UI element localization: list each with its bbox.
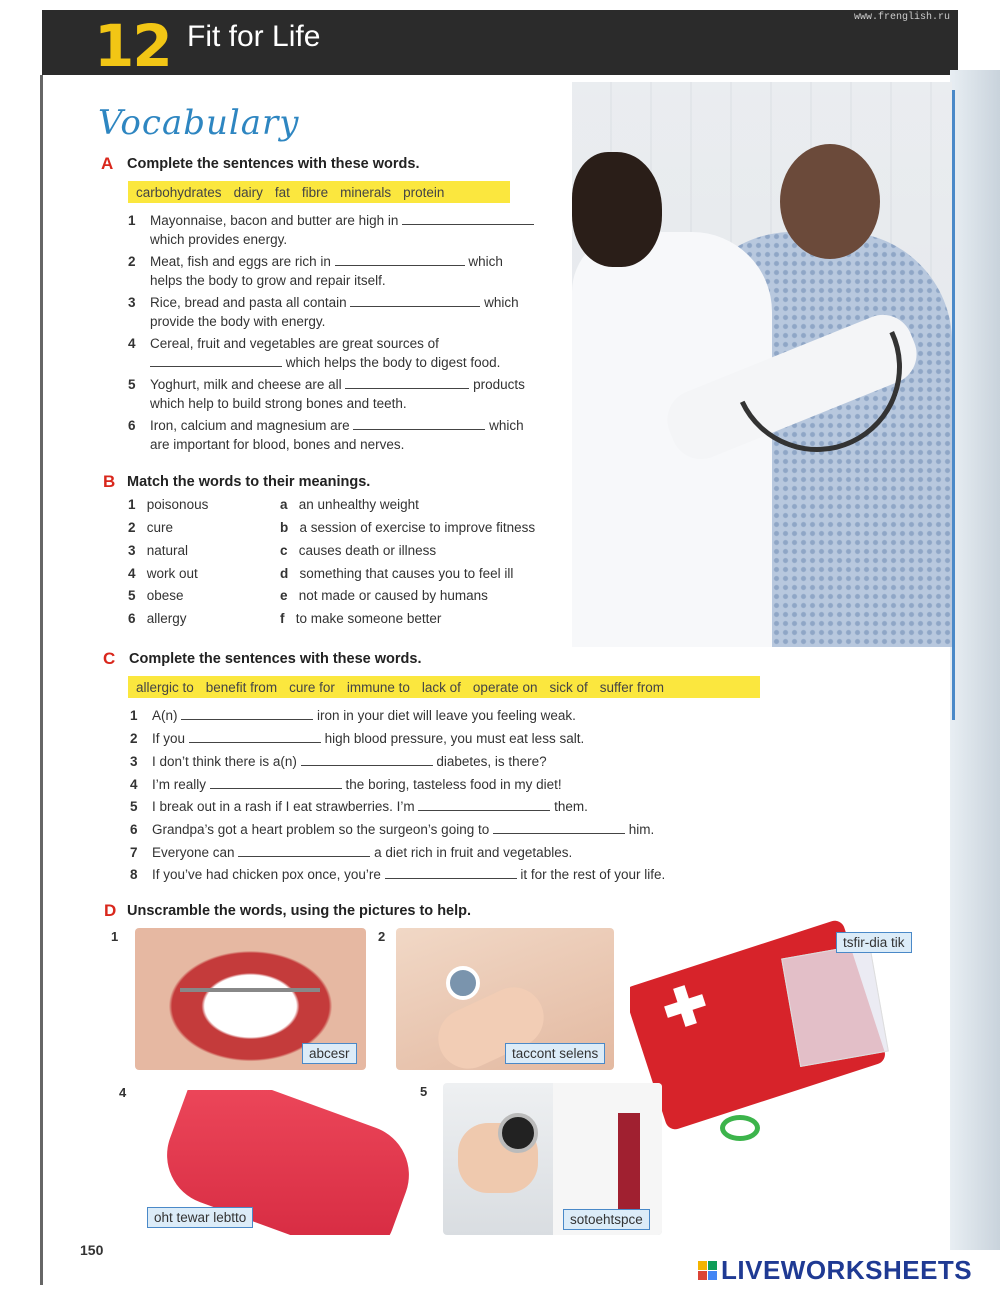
page-number: 150 <box>80 1242 104 1258</box>
item-number: 4 <box>128 566 136 581</box>
section-a-item-3 <box>128 293 568 333</box>
word-chip: suffer from <box>599 679 665 695</box>
answer-blank[interactable] <box>335 253 465 266</box>
picture-number: 1 <box>111 929 119 944</box>
scrambled-word-label[interactable]: taccont selens <box>505 1043 605 1064</box>
word-chip: fat <box>274 184 290 200</box>
section-c-letter: C <box>103 649 116 668</box>
picture-number: 2 <box>378 929 386 944</box>
word-chip: operate on <box>472 679 538 695</box>
answer-blank[interactable] <box>238 844 370 857</box>
patient-head <box>780 144 880 259</box>
word-chip: protein <box>403 184 445 200</box>
section-c-item-4 <box>130 775 750 795</box>
item-text: which <box>484 295 519 310</box>
match-left-item[interactable] <box>128 543 188 558</box>
match-word: work out <box>146 566 198 581</box>
match-right-item[interactable] <box>280 543 436 558</box>
item-number: 6 <box>128 611 136 626</box>
item-letter: e <box>280 588 288 603</box>
match-meaning: a session of exercise to improve fitness <box>299 520 536 535</box>
item-text: him. <box>628 822 655 837</box>
item-text: Grandpa’s got a heart problem so the surgeon’s going to <box>152 822 490 837</box>
section-a-heading: Complete the sentences with these words. <box>127 156 420 172</box>
scrambled-word-label[interactable]: sotoehtspce <box>563 1209 650 1230</box>
section-b-heading: Match the words to their meanings. <box>127 474 371 490</box>
doctor-head <box>572 152 662 267</box>
item-text: Cereal, fruit and vegetables are great sources of <box>150 336 439 351</box>
section-a-item-6 <box>128 416 568 456</box>
section-c-item-2 <box>130 729 750 749</box>
item-text: Rice, bread and pasta all contain <box>150 295 347 310</box>
item-number: 5 <box>128 377 136 392</box>
word-chip: cure for <box>289 679 335 695</box>
section-c-item-8 <box>130 865 750 885</box>
logo-text: LIVEWORKSHEETS <box>721 1255 973 1285</box>
answer-blank[interactable] <box>345 376 469 389</box>
item-text: If you’ve had chicken pox once, you’re <box>152 867 381 882</box>
item-number: 8 <box>130 867 138 882</box>
item-number: 3 <box>128 295 136 310</box>
item-text: I break out in a rash if I eat strawberries. I’m <box>152 799 415 814</box>
section-a-item-4 <box>128 334 568 374</box>
item-text: which <box>489 418 524 433</box>
item-text: Mayonnaise, bacon and butter are high in <box>150 213 399 228</box>
scrambled-word-label[interactable]: tsfir-dia tik <box>836 932 912 953</box>
item-text-line2: provide the body with energy. <box>150 314 326 329</box>
item-text: If you <box>152 731 186 746</box>
page-edge-shadow <box>950 70 1000 1250</box>
item-number: 1 <box>128 497 136 512</box>
answer-blank[interactable] <box>418 798 550 811</box>
word-chip: dairy <box>233 184 263 200</box>
item-text: a diet rich in fruit and vegetables. <box>374 845 573 860</box>
answer-blank[interactable] <box>493 821 625 834</box>
item-text: products <box>473 377 525 392</box>
item-text: them. <box>554 799 588 814</box>
section-d-heading: Unscramble the words, using the pictures to help. <box>127 903 472 919</box>
picture-number: 4 <box>119 1085 127 1100</box>
answer-blank[interactable] <box>301 753 433 766</box>
match-word: poisonous <box>146 497 209 512</box>
word-chip: allergic to <box>136 679 194 695</box>
item-letter: b <box>280 520 289 535</box>
plastic-bag <box>781 943 889 1067</box>
item-text: I’m really <box>152 777 207 792</box>
eye-iris <box>446 966 480 1000</box>
item-letter: d <box>280 566 289 581</box>
unit-title: Fit for Life <box>187 20 321 53</box>
liveworksheets-logo[interactable] <box>698 1255 972 1286</box>
unit-number: 12 <box>94 12 171 80</box>
section-a-letter: A <box>101 154 114 173</box>
item-number: 6 <box>128 418 136 433</box>
item-number: 3 <box>128 543 136 558</box>
section-c-item-5 <box>130 797 750 817</box>
match-word: cure <box>146 520 174 535</box>
item-number: 7 <box>130 845 138 860</box>
section-a-item-2 <box>128 252 568 292</box>
picture-number: 5 <box>420 1084 428 1099</box>
item-letter: f <box>280 611 285 626</box>
item-letter: a <box>280 497 288 512</box>
item-text: iron in your diet will leave you feeling weak. <box>317 708 576 723</box>
answer-blank[interactable] <box>181 707 313 720</box>
section-c-item-6 <box>130 820 750 840</box>
item-text-line2: which provides energy. <box>150 232 288 247</box>
item-number: 2 <box>130 731 138 746</box>
scissors-icon <box>720 1115 760 1141</box>
answer-blank[interactable] <box>402 212 534 225</box>
scrambled-word-label[interactable]: oht tewar lebtto <box>147 1207 253 1228</box>
logo-squares-icon <box>698 1261 717 1280</box>
match-meaning: an unhealthy weight <box>298 497 419 512</box>
page-edge-line <box>952 90 955 720</box>
match-left-item[interactable] <box>128 520 173 535</box>
word-chip: sick of <box>549 679 588 695</box>
word-chip: immune to <box>346 679 410 695</box>
match-right-item[interactable] <box>280 520 535 535</box>
section-c-item-1 <box>130 706 750 726</box>
item-text-line2: which help to build strong bones and teeth. <box>150 396 407 411</box>
match-right-item[interactable] <box>280 497 419 512</box>
source-url: www.frenglish.ru <box>853 12 950 23</box>
match-right-item[interactable] <box>280 611 441 626</box>
answer-blank[interactable] <box>210 776 342 789</box>
section-b-letter: B <box>103 472 116 491</box>
item-text: Everyone can <box>152 845 235 860</box>
item-text-line2: which helps the body to digest food. <box>285 355 501 370</box>
doctor-patient-photo <box>572 82 952 647</box>
unit-banner <box>42 10 958 80</box>
item-text: the boring, tasteless food in my diet! <box>345 777 562 792</box>
section-c-word-box <box>128 676 760 698</box>
page-left-edge <box>40 75 43 1285</box>
item-number: 5 <box>130 799 138 814</box>
match-left-item[interactable] <box>128 588 184 603</box>
word-chip: carbohydrates <box>136 184 222 200</box>
section-d-letter: D <box>104 901 117 920</box>
item-text: diabetes, is there? <box>436 754 547 769</box>
item-text-line2: helps the body to grow and repair itself. <box>150 273 386 288</box>
section-c-item-7 <box>130 843 750 863</box>
match-meaning: causes death or illness <box>298 543 437 558</box>
match-word: obese <box>146 588 184 603</box>
answer-blank[interactable] <box>150 354 282 367</box>
item-number: 2 <box>128 520 136 535</box>
word-chip: lack of <box>421 679 461 695</box>
match-word: allergy <box>146 611 187 626</box>
item-number: 3 <box>130 754 138 769</box>
section-a-item-5 <box>128 375 568 415</box>
answer-blank[interactable] <box>189 730 321 743</box>
section-c-item-3 <box>130 752 750 772</box>
first-aid-kit-picture <box>630 920 900 1170</box>
match-left-item[interactable] <box>128 497 208 512</box>
item-number: 2 <box>128 254 136 269</box>
braces-wire <box>180 988 320 992</box>
item-text: which <box>468 254 503 269</box>
item-text: Iron, calcium and magnesium are <box>150 418 350 433</box>
item-text: A(n) <box>152 708 178 723</box>
match-left-item[interactable] <box>128 611 187 626</box>
word-chip: fibre <box>301 184 329 200</box>
scrambled-word-label[interactable]: abcesr <box>302 1043 357 1064</box>
item-number: 5 <box>128 588 136 603</box>
item-text-line2: are important for blood, bones and nerves. <box>150 437 405 452</box>
match-meaning: not made or caused by humans <box>298 588 488 603</box>
match-meaning: something that causes you to feel ill <box>299 566 514 581</box>
section-c-heading: Complete the sentences with these words. <box>129 651 422 667</box>
item-letter: c <box>280 543 288 558</box>
stethoscope-icon <box>498 1113 538 1153</box>
word-chip: minerals <box>340 184 392 200</box>
section-a-word-box <box>128 181 510 203</box>
match-word: natural <box>146 543 189 558</box>
word-chip: benefit from <box>205 679 278 695</box>
answer-blank[interactable] <box>350 294 480 307</box>
match-right-item[interactable] <box>280 566 513 581</box>
item-text: I don’t think there is a(n) <box>152 754 297 769</box>
match-right-item[interactable] <box>280 588 488 603</box>
match-left-item[interactable] <box>128 566 198 581</box>
answer-blank[interactable] <box>353 417 485 430</box>
item-text: it for the rest of your life. <box>520 867 666 882</box>
section-a-item-1 <box>128 211 568 251</box>
item-number: 1 <box>128 213 136 228</box>
item-number: 4 <box>130 777 138 792</box>
item-number: 4 <box>128 336 136 351</box>
item-text: Meat, fish and eggs are rich in <box>150 254 331 269</box>
item-number: 6 <box>130 822 138 837</box>
match-meaning: to make someone better <box>295 611 442 626</box>
answer-blank[interactable] <box>385 866 517 879</box>
item-text: Yoghurt, milk and cheese are all <box>150 377 342 392</box>
item-text: high blood pressure, you must eat less salt. <box>324 731 585 746</box>
doctor-tie <box>618 1113 640 1223</box>
vocabulary-title: Vocabulary <box>98 103 300 143</box>
item-number: 1 <box>130 708 138 723</box>
